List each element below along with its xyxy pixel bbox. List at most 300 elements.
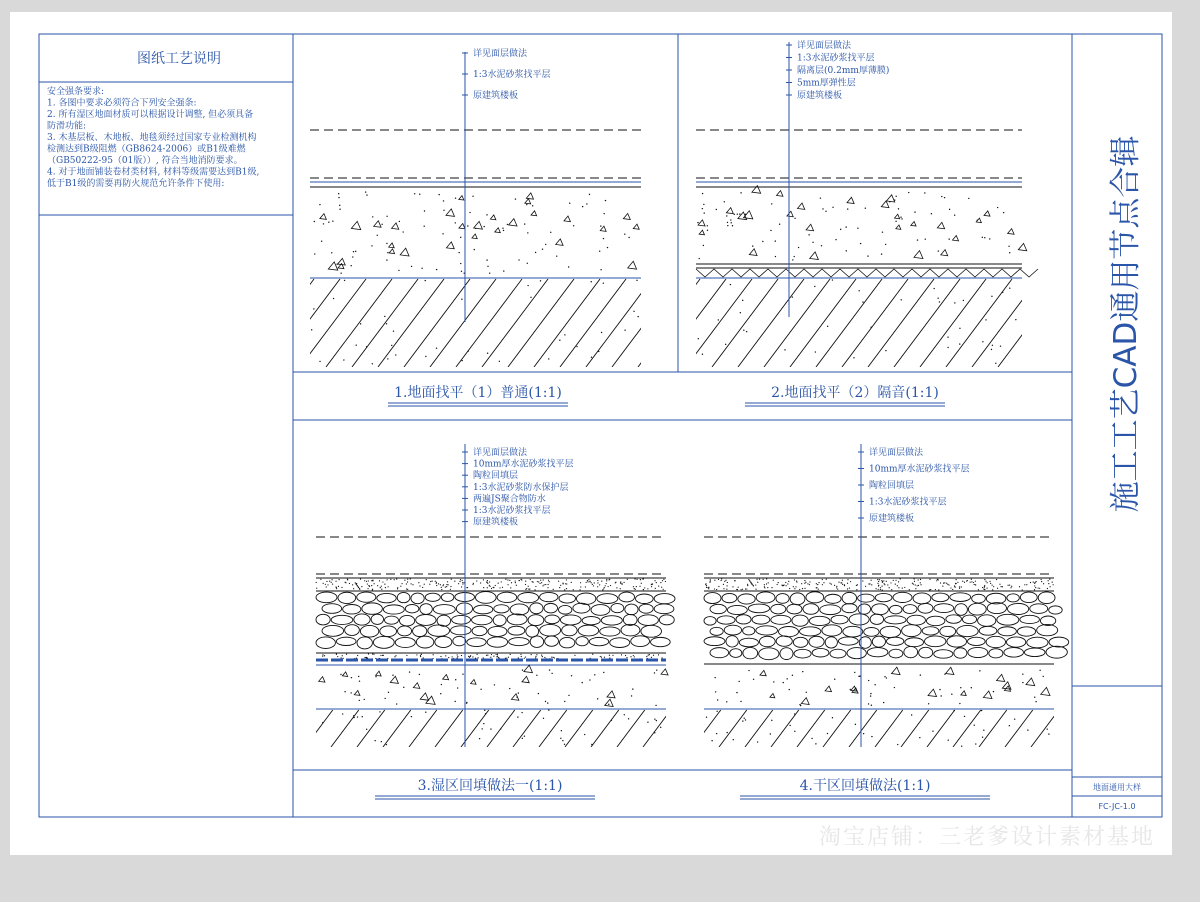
sand-dot [898, 208, 899, 209]
screed-dot [407, 581, 408, 582]
hatch-dot [461, 360, 462, 361]
note-line: 检测达到B级阻燃（GB8624-2006）或B1级难燃 [47, 144, 246, 155]
sand-dot [740, 701, 741, 702]
screed-dot [450, 589, 451, 590]
screed-dot [999, 584, 1000, 585]
screed-dot [540, 580, 541, 581]
pebble [812, 648, 829, 657]
screed-dot [838, 582, 839, 583]
screed-dot [489, 586, 490, 587]
sand-dot [895, 221, 896, 222]
pebble [790, 593, 805, 605]
screed-dot [823, 582, 824, 583]
pebble [979, 626, 997, 635]
screed-dot [914, 581, 915, 582]
screed-dot [718, 579, 719, 580]
elastic-zigzag [696, 269, 1038, 277]
sand-dot [487, 266, 488, 267]
aggregate-mark [524, 665, 533, 673]
screed-dot [325, 584, 326, 585]
hatch-line [248, 279, 314, 367]
sand-dot [336, 264, 337, 265]
sand-dot [655, 705, 656, 706]
hatch-dot [792, 296, 793, 297]
sand-dot [908, 192, 909, 193]
screed-dot [890, 582, 891, 583]
screed-dot [566, 583, 567, 584]
screed-dot [1038, 587, 1039, 588]
aggregate-mark [389, 243, 395, 248]
screed-dot [837, 588, 838, 589]
sand-dot [716, 209, 717, 210]
hatch-line [953, 710, 981, 747]
screed-dot [740, 589, 741, 590]
pebble [806, 592, 824, 603]
sand-dot [586, 203, 587, 204]
screed-dot [441, 589, 442, 590]
pebble [493, 615, 506, 626]
sand-dot [396, 703, 397, 704]
screed-dot [368, 580, 369, 581]
sand-dot [486, 214, 487, 215]
sand-dot [353, 251, 354, 252]
pebble [710, 648, 729, 658]
screed-dot [847, 579, 848, 580]
sand-dot [806, 692, 807, 693]
sand-dot [894, 687, 895, 688]
screed-dot [440, 584, 441, 585]
pebble [360, 625, 378, 637]
hatch-dot [591, 744, 592, 745]
screed-dot [423, 657, 424, 658]
pebble [654, 594, 675, 604]
screed-dot [502, 587, 503, 588]
hatch-line [326, 279, 392, 367]
hatch-dot [832, 279, 833, 280]
aggregate-mark [472, 234, 477, 239]
hatch-dot [740, 312, 741, 313]
sand-dot [1039, 670, 1040, 671]
screed-dot [476, 580, 477, 581]
screed-dot [849, 587, 850, 588]
hatch-dot [591, 281, 592, 282]
sand-dot [607, 247, 608, 248]
sand-dot [1034, 697, 1035, 698]
screed-dot [551, 657, 552, 658]
pebble [822, 625, 842, 636]
aggregate-mark [526, 193, 533, 199]
screed-dot [662, 657, 663, 658]
screed-dot [959, 588, 960, 589]
sand-dot [732, 225, 733, 226]
aggregate-mark [825, 686, 831, 692]
aggregate-mark [328, 262, 337, 270]
aggregate-mark [531, 211, 537, 216]
screed-dot [634, 656, 635, 657]
aggregate-mark [389, 249, 394, 254]
screed-dot [380, 655, 381, 656]
pebble [625, 604, 638, 615]
screed-dot [937, 579, 938, 580]
screed-dot [636, 586, 637, 587]
screed-dot [658, 585, 659, 586]
pebble [357, 637, 372, 649]
pebble [453, 636, 466, 646]
hatch-line [404, 279, 470, 367]
pebble [597, 594, 618, 604]
screed-dot [601, 581, 602, 582]
screed-dot [959, 586, 960, 587]
screed-dot [878, 585, 879, 586]
hatch-dot [654, 719, 655, 720]
sand-dot [582, 206, 583, 207]
screed-dot [418, 582, 419, 583]
d2-elastic-layer [696, 269, 1038, 277]
sand-dot [399, 221, 400, 222]
pebble [872, 636, 885, 647]
screed-dot [917, 585, 918, 586]
screed-dot [327, 584, 328, 585]
sand-dot [845, 226, 846, 227]
pebble [441, 593, 454, 601]
pebble [849, 614, 869, 625]
screed-dot [634, 578, 635, 579]
pebble [1027, 637, 1048, 648]
sand-dot [798, 247, 799, 248]
hatch-dot [746, 331, 747, 332]
sand-dot [944, 197, 945, 198]
sand-dot [436, 269, 437, 270]
screed-dot [831, 584, 832, 585]
screed-dot [643, 578, 644, 579]
pebble [456, 603, 472, 614]
screed-dot [510, 587, 511, 588]
hatch-dot [982, 737, 983, 738]
hatch-dot [698, 338, 699, 339]
pebble [743, 627, 755, 635]
screed-dot [559, 587, 560, 588]
pebble [380, 626, 397, 637]
screed-dot [371, 585, 372, 586]
hatch-line [305, 710, 333, 747]
hatch-dot [771, 720, 772, 721]
hatch-line [617, 710, 645, 747]
sand-dot [411, 266, 412, 267]
sand-dot [455, 222, 456, 223]
sand-dot [832, 207, 833, 208]
hatch-line [482, 279, 548, 367]
pebble [639, 604, 653, 613]
pebble [809, 616, 830, 625]
screed-dot [636, 579, 637, 580]
layer-label: 详见面层做法 [473, 448, 528, 458]
pebble [886, 637, 903, 645]
pebble [398, 626, 412, 636]
hatch-dot [357, 716, 358, 717]
sand-dot [503, 270, 504, 271]
aggregate-mark [459, 223, 465, 228]
pebble [357, 592, 376, 602]
hatch-dot [366, 346, 367, 347]
hatch-dot [322, 722, 323, 723]
pebble [621, 624, 640, 636]
hatch-line [435, 710, 463, 747]
pebble [759, 636, 775, 646]
pebble [577, 593, 596, 604]
screed-dot [1026, 584, 1027, 585]
hatch-dot [393, 330, 394, 331]
hatch-dot [356, 344, 357, 345]
hatch-dot [858, 290, 859, 291]
sand-dot [821, 245, 822, 246]
screed-dot [898, 581, 899, 582]
pebble [954, 648, 967, 658]
screed-dot [323, 583, 324, 584]
d3-screed-texture [316, 578, 666, 590]
screed-dot [842, 580, 843, 581]
sand-dot [885, 244, 886, 245]
d1-title: 1.地面找平（1）普通(1:1) [394, 385, 562, 401]
pebble [383, 605, 404, 614]
sand-dot [971, 687, 972, 688]
screed-dot [597, 580, 598, 581]
hatch-dot [789, 725, 790, 726]
hatch-dot [1014, 718, 1015, 719]
screed-dot [630, 656, 631, 657]
aggregate-mark [881, 201, 889, 208]
screed-dot [473, 583, 474, 584]
screed-dot [499, 587, 500, 588]
screed-dot [478, 657, 479, 658]
sand-dot [789, 689, 790, 690]
screed-dot [422, 587, 423, 588]
sand-dot [883, 702, 884, 703]
pebble [654, 604, 674, 614]
screed-dot [459, 581, 460, 582]
screed-dot [1050, 586, 1051, 587]
screed-dot [971, 579, 972, 580]
screed-dot [915, 584, 916, 585]
sand-dot [702, 193, 703, 194]
pebble [316, 637, 335, 649]
screed-dot [515, 582, 516, 583]
screed-dot [397, 588, 398, 589]
sand-dot [386, 259, 387, 260]
sand-dot [858, 676, 859, 677]
hatch-dot [499, 361, 500, 362]
sand-dot [1022, 682, 1023, 683]
screed-dot [336, 653, 337, 654]
sand-dot [699, 258, 700, 259]
sand-dot [489, 272, 490, 273]
hatch-dot [313, 308, 314, 309]
layer-label: 1:3水泥砂浆找平层 [797, 53, 875, 64]
sand-dot [868, 703, 869, 704]
sand-dot [753, 679, 754, 680]
screed-dot [384, 584, 385, 585]
sand-dot [339, 205, 340, 206]
screed-dot [879, 579, 880, 580]
sand-dot [550, 232, 551, 233]
screed-dot [912, 583, 913, 584]
screed-dot [718, 586, 719, 587]
screed-dot [880, 587, 881, 588]
pebble [452, 615, 471, 624]
sand-dot [502, 227, 503, 228]
aggregate-mark [937, 222, 944, 228]
pebble [867, 648, 888, 657]
pebble [872, 604, 889, 615]
screed-dot [749, 581, 750, 582]
sand-dot [527, 263, 528, 264]
pebble [433, 605, 455, 615]
hatch-dot [353, 715, 354, 716]
aggregate-mark [376, 671, 382, 676]
pebble [986, 636, 1005, 647]
pebble [831, 615, 848, 624]
screed-dot [732, 586, 733, 587]
screed-dot [490, 657, 491, 658]
screed-dot [721, 580, 722, 581]
screed-dot [706, 587, 707, 588]
sand-dot [1043, 676, 1044, 677]
hatch-line [894, 279, 960, 367]
pebble [934, 604, 954, 613]
screed-dot [897, 585, 898, 586]
screed-dot [850, 581, 851, 582]
pebble [932, 593, 949, 602]
screed-dot [978, 589, 979, 590]
pebble [794, 649, 811, 658]
pebble [528, 615, 544, 626]
screed-dot [586, 582, 587, 583]
sand-dot [730, 219, 731, 220]
pebble [756, 592, 775, 603]
screed-dot [606, 579, 607, 580]
sand-dot [724, 201, 725, 202]
screed-dot [320, 579, 321, 580]
pebble [338, 592, 356, 603]
hatch-dot [360, 323, 361, 324]
screed-dot [884, 583, 885, 584]
pebble [913, 593, 931, 604]
hatch-dot [484, 710, 485, 711]
screed-dot [400, 586, 401, 587]
screed-dot [420, 655, 421, 656]
screed-dot [880, 589, 881, 590]
hatch-dot [863, 733, 864, 734]
screed-dot [480, 582, 481, 583]
sand-dot [949, 209, 950, 210]
screed-dot [809, 584, 810, 585]
sand-dot [556, 255, 557, 256]
sand-dot [820, 197, 821, 198]
aggregate-mark [443, 675, 449, 680]
hatch-dot [725, 344, 726, 345]
hatch-line [823, 710, 851, 747]
screed-dot [457, 656, 458, 657]
screed-dot [394, 656, 395, 657]
sand-dot [507, 224, 508, 225]
hatch-line [719, 710, 747, 747]
screed-dot [609, 657, 610, 658]
sand-dot [564, 701, 565, 702]
screed-dot [736, 589, 737, 590]
hatch-dot [487, 353, 488, 354]
sand-dot [954, 214, 955, 215]
pebble [377, 593, 396, 602]
pebble [578, 625, 599, 636]
aggregate-mark [726, 208, 733, 214]
aggregate-mark [941, 250, 948, 256]
pebble [1017, 627, 1035, 636]
sand-dot [783, 682, 784, 683]
sand-dot [355, 251, 356, 252]
sand-dot [850, 689, 851, 690]
pebble [559, 594, 576, 603]
screed-dot [374, 583, 375, 584]
sand-dot [603, 213, 604, 214]
sand-dot [715, 691, 716, 692]
hatch-dot [983, 729, 984, 730]
drawing-number: FC-JC-1.0 [1098, 802, 1136, 811]
screed-dot [505, 579, 506, 580]
left-panel-heading: 图纸工艺说明 [137, 51, 221, 67]
screed-dot [620, 588, 621, 589]
screed-dot [816, 583, 817, 584]
sand-dot [993, 691, 994, 692]
hatch-dot [628, 718, 629, 719]
detail-4 [667, 444, 1085, 799]
screed-dot [644, 587, 645, 588]
pebble [776, 636, 792, 646]
sand-dot [377, 235, 378, 236]
sand-dot [314, 253, 315, 254]
screed-dot [489, 585, 490, 586]
layer-label: 1:3水泥砂浆防水保护层 [473, 482, 569, 493]
sand-dot [441, 684, 442, 685]
hatch-dot [543, 718, 544, 719]
pebble [425, 593, 440, 601]
screed-dot [787, 583, 788, 584]
aggregate-mark [390, 676, 398, 683]
hatch-line [712, 279, 778, 367]
pebble [820, 605, 841, 615]
screed-dot [961, 586, 962, 587]
sand-dot [870, 693, 871, 694]
screed-dot [534, 589, 535, 590]
screed-dot [432, 581, 433, 582]
hatch-dot [654, 732, 655, 733]
screed-dot [355, 582, 356, 583]
screed-dot [956, 579, 957, 580]
hatch-dot [716, 733, 717, 734]
sand-dot [338, 193, 339, 194]
screed-dot [457, 654, 458, 655]
screed-dot [936, 580, 937, 581]
sand-dot [600, 225, 601, 226]
screed-dot [536, 654, 537, 655]
screed-dot [751, 583, 752, 584]
screed-dot [777, 584, 778, 585]
pebble [559, 605, 572, 614]
sand-dot [802, 671, 803, 672]
hatch-dot [311, 329, 312, 330]
screed-dot [639, 586, 640, 587]
sand-dot [475, 228, 476, 229]
pebble [843, 626, 863, 637]
sand-dot [457, 687, 458, 688]
